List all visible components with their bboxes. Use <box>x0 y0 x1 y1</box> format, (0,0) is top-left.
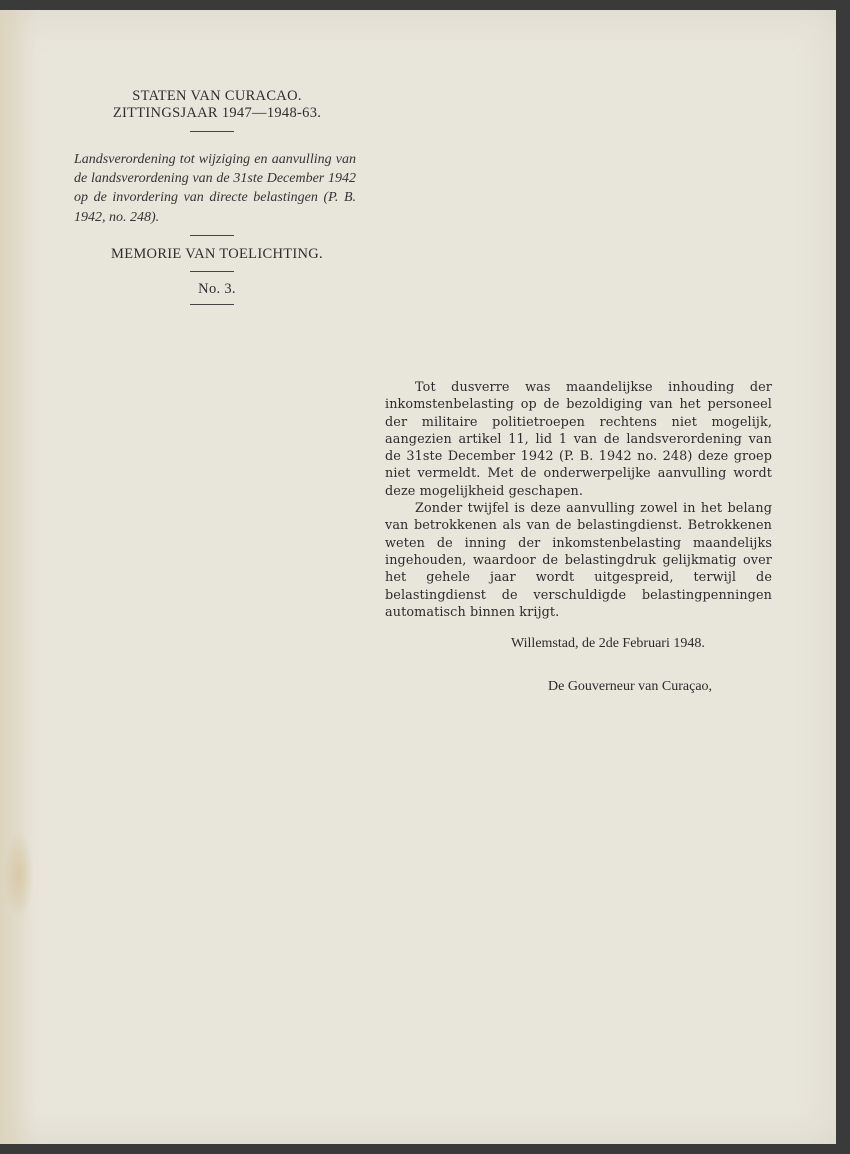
body-text <box>385 379 772 621</box>
paper-stain <box>4 830 34 920</box>
divider <box>190 131 234 132</box>
body-paragraph-2: Zonder twijfel is deze aanvulling zowel in het belang van betrokkenen als van de belastingdienst. Betrokkenen weten de inning der inkomstenbelasting maandelijks ingehouden, waardoor de belastingdruk gelijkmatig over het gehele jaar wordt uitgespreid, terwijl de belastingdienst de verschuldigde belastingpenningen automatisch binnen krijgt. <box>385 501 772 620</box>
divider <box>190 235 234 236</box>
memorie-title: MEMORIE VAN TOELICHTING. <box>111 246 323 262</box>
header-title: STATEN VAN CURACAO. <box>132 88 302 104</box>
divider <box>190 304 234 305</box>
subject-title: Landsverordening tot wijziging en aanvulling van de landsverordening van de 31ste December 1942 op de invordering van directe belastingen (P. B. 1942, no. 248). <box>74 152 356 225</box>
divider <box>190 271 234 272</box>
header-session: ZITTINGSJAAR 1947—1948-63. <box>112 105 322 121</box>
body-paragraph-1: Tot dusverre was maandelijkse inhouding der inkomstenbelasting op de bezoldiging van het personeel der militaire politietroepen rechtens niet mogelijk, aangezien artikel 11, lid 1 van de landsverordening van de 31ste December 1942 (P. B. 1942 no. 248) deze groep niet vermeldt. Met de onderwerpelijke aanvulling wordt deze mogelijkheid geschapen. <box>385 380 772 499</box>
document-page <box>0 10 836 1144</box>
place-date: Willemstad, de 2de Februari 1948. <box>511 636 705 651</box>
signatory: De Gouverneur van Curaçao, <box>548 679 713 694</box>
document-number: No. 3. <box>198 281 236 297</box>
